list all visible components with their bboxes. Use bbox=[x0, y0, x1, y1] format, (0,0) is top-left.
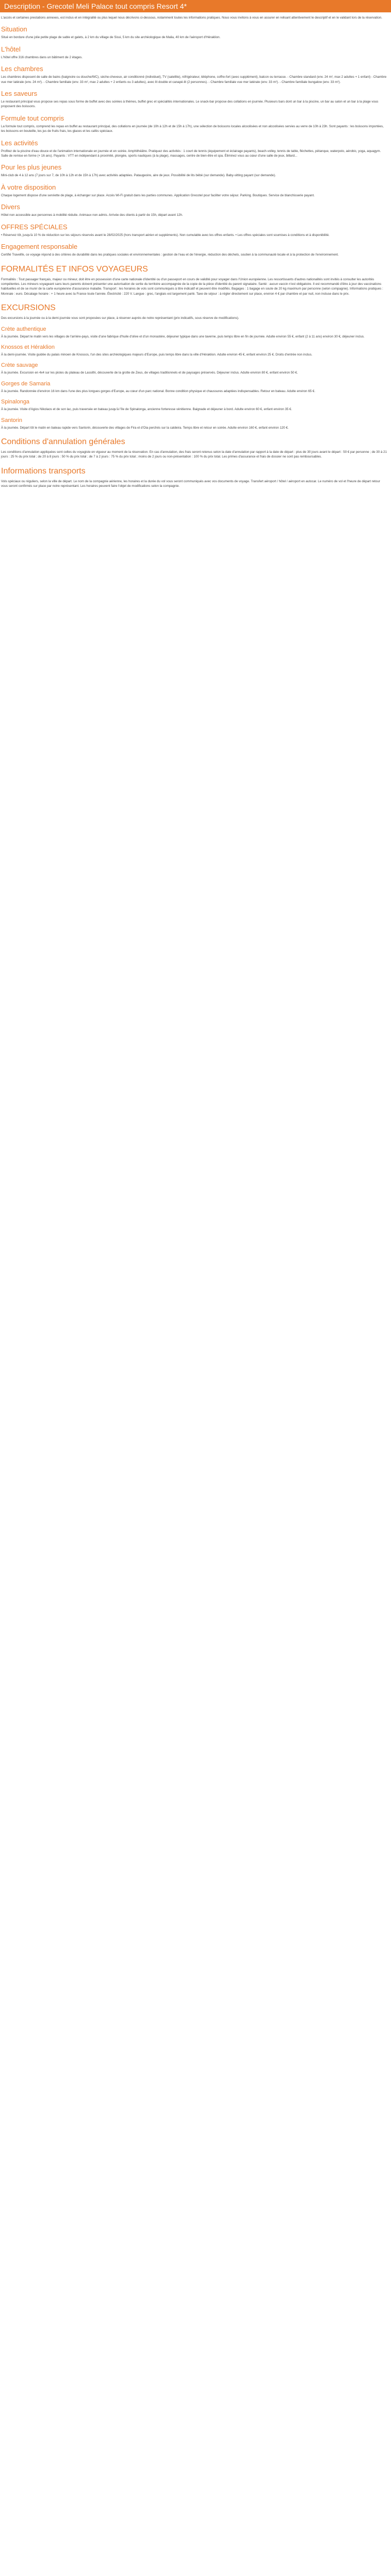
section-title: Formule tout compris bbox=[1, 114, 64, 122]
subsection-title: Santorin bbox=[1, 417, 22, 423]
section-title: Informations transports bbox=[1, 466, 86, 476]
subsection-title: Crète authentique bbox=[1, 326, 46, 332]
subsection-title: Knossos et Héraklion bbox=[1, 344, 55, 350]
description-content bbox=[0, 15, 391, 489]
section-text: Formalités : Tout passager français, majeur ou mineur, doit être en possession d'une carte nationale d'identité ou d'un passeport en cours de validité pour voyager dans l'Union européenne. Les ressortissants d'autres nationalités sont invités à consulter les autorités compétentes. Les mineurs voyageant sans leurs parents doivent présenter une autorisation de sortie du territoire accompagnée de la copie de la pièce d'identité du parent signataire. Santé : aucun vaccin n'est obligatoire. Il est recommandé d'être à jour des vaccinations habituelles et de se munir de la carte européenne d'assurance maladie. Transport : les horaires de vols sont communiqués à titre indicatif et peuvent être modifiés. Bagages : 1 bagage en soute de 20 kg maximum par personne (selon compagnie). Informations pratiques : Monnaie : euro. Décalage horaire : + 1 heure avec la France toute l'année. Électricité : 220 V. Langue : grec, l'anglais est largement parlé. Taxe de séjour : à régler directement sur place, environ 4 € par chambre et par nuit, non incluse dans le prix. bbox=[1, 277, 383, 296]
section-text: À la journée. Randonnée d'environ 16 km dans l'une des plus longues gorges d'Europe, au cœur d'un parc national. Bonne condition physique et chaussures adaptées indispensables. Retour en bateau. Adulte environ 65 €. bbox=[1, 389, 316, 393]
section-text: • Réservez tôt, jusqu'à 10 % de réduction sur les séjours réservés avant le 28/02/2025 (hors transport aérien et suppléments). Non cumulable avec les offres enfants. • Les offres spéciales sont soumises à conditions et à disponibilité. bbox=[1, 233, 330, 237]
subsection-title: Gorges de Samaria bbox=[1, 380, 51, 387]
section-text: Vols spéciaux ou réguliers, selon la ville de départ. Le nom de la compagnie aérienne, les horaires et la durée du vol vous seront communiqués avec vos documents de voyage. Transfert aéroport / hôtel / aéroport en autocar. Le numéro de vol et l'heure de départ retour vous seront confirmés sur place par notre représentant. Les horaires peuvent faire l'objet de modifications selon la compagnie. bbox=[1, 479, 380, 488]
section-text: À la journée. Excursion en 4x4 sur les pistes du plateau de Lassithi, découverte de la grotte de Zeus, de villages traditionnels et de paysages préservés. Déjeuner inclus. Adulte environ 80 €, enfant environ 50 €. bbox=[1, 371, 298, 375]
intro-paragraph: L'accès et certaines prestations annexes, est inclus et en intégralité ou plus lequel nous décrivons ci-dessous, notamment toutes les informations pratiques. Nous vous invitons à vous en assurer en relisant attentivement le descriptif et en le validant lors de la réservation. bbox=[1, 16, 382, 20]
section-text: À la demi-journée. Visite guidée du palais minoen de Knossos, l'un des sites archéologiques majeurs d'Europe, puis temps libre dans la ville d'Héraklion. Adulte environ 45 €, enfant environ 25 €. Droits d'entrée non inclus. bbox=[1, 352, 313, 357]
section-title: Pour les plus jeunes bbox=[1, 163, 62, 172]
subsection-title: Spinalonga bbox=[1, 399, 30, 405]
section-text: Les chambres disposent de salle de bains (baignoire ou douche/WC), sèche-cheveux, air conditionné (individuel), TV (satellite), réfrigérateur, téléphone, coffre-fort (avec supplément), balcon ou terrasse. - Chambre standard (env. 24 m², max 2 adultes + 1 enfant) - Chambre vue mer latérale (env. 24 m²). - Chambre familiale (env. 33 m², max 2 adultes + 2 enfants ou 3 adultes), avec lit double et canapé-lit (2 personnes). - Chambre familiale vue mer latérale (env. 33 m²). - Chambre familiale bungalow (env. 33 m²). bbox=[1, 75, 387, 84]
section-text: Certifié Travelife, ce voyage répond à des critères de durabilité dans les pratiques sociales et environnementales : gestion de l'eau et de l'énergie, réduction des déchets, soutien à la communauté locale et à la protection de l'environnement. bbox=[1, 253, 339, 257]
page bbox=[0, 0, 391, 489]
section-title: FORMALITÉS ET INFOS VOYAGEURS bbox=[1, 264, 148, 274]
section-text: L'hôtel offre 316 chambres dans un bâtiment de 2 étages. bbox=[1, 55, 83, 59]
section-text: À la journée. Départ le matin vers les villages de l'arrière-pays, visite d'une fabrique d'huile d'olive et d'un monastère, déjeuner typique dans une taverne, puis temps libre en fin de journée. Adulte environ 55 €, enfant (2 à 11 ans) environ 30 €, déjeuner inclus. bbox=[1, 334, 365, 338]
section-title: Divers bbox=[1, 203, 20, 211]
section-text: À la journée. Visite d'Agios Nikolaos et de son lac, puis traversée en bateau jusqu'à l'île de Spinalonga, ancienne forteresse vénitienne. Baignade et déjeuner à bord. Adulte environ 60 €, enfant environ 35 €. bbox=[1, 408, 292, 412]
section-text: Des excursions à la journée ou à la demi-journée vous sont proposées sur place, à réserver auprès de notre représentant (prix indicatifs, sous réserve de modifications). bbox=[1, 316, 239, 320]
section-title: À votre disposition bbox=[1, 183, 56, 191]
section-text: Profitez de la piscine d'eau douce et de l'animation internationale en journée et en soirée. Amphithéâtre. Pratiquez des activités : 1 court de tennis (équipement et éclairage payants), beach-volley, tennis de table, fléchettes, pétanque, waterpolo, aérobic, yoga, aquagym. Salle de remise en forme (+ 16 ans). Payants : VTT en indépendant à proximité, plongée, sports nautiques (à la plage), massages, centre de bien-être et spa. Éliminez vous au cœur d'une salle de jeux, billard... bbox=[1, 149, 381, 158]
section-text: Chaque logement dispose d'une serviette de plage, à échanger sur place. Accès Wi-Fi gratuit dans les parties communes. Application Grecotel pour faciliter votre séjour. Parking. Boutiques. Service de blanchisserie payant. bbox=[1, 193, 315, 197]
section-title: Les saveurs bbox=[1, 90, 38, 98]
section-title: L'hôtel bbox=[1, 45, 21, 53]
section-text: Les conditions d'annulation appliquées sont celles du voyagiste en vigueur au moment de la réservation. En cas d'annulation, des frais seront retenus selon la date d'annulation par rapport à la date de départ : plus de 30 jours avant le départ : 50 € par personne ; de 30 à 21 jours : 25 % du prix total ; de 20 à 8 jours : 50 % du prix total ; de 7 à 2 jours : 75 % du prix total ; moins de 2 jours ou non-présentation : 100 % du prix total. Les primes d'assurance et frais de dossier ne sont pas remboursables. bbox=[1, 450, 387, 459]
section-title: Engagement responsable bbox=[1, 243, 78, 251]
subsection-title: Crète sauvage bbox=[1, 362, 38, 369]
section-title: Les activités bbox=[1, 139, 38, 147]
page-title: Description - Grecotel Meli Palace tout compris Resort 4* bbox=[0, 0, 391, 12]
section-title: Situation bbox=[1, 25, 27, 33]
section-text: La formule tout compris, comprend les repas en buffet au restaurant principal, des collations en journée (de 10h à 12h et de 15h à 17h), une sélection de boissons locales alcoolisées et non alcoolisées servies au verre de 10h à 23h. Sont payants : les boissons importées, les boissons en bouteille, les jus de fruits frais, les glaces et les cafés spéciaux. bbox=[1, 124, 384, 133]
section-title: Conditions d'annulation générales bbox=[1, 437, 125, 446]
section-text: Mini-club de 4 à 12 ans (7 jours sur 7, de 10h à 12h et de 15h à 17h) avec activités adaptées. Pataugeoire, aire de jeux. Possibilité de lits bébé (sur demande). Baby-sitting payant (sur demande). bbox=[1, 174, 276, 178]
section-title: OFFRES SPÉCIALES bbox=[1, 223, 68, 231]
sections-list bbox=[1, 25, 387, 488]
section-text: Le restaurant principal vous propose ses repas sous forme de buffet avec des soirées à thèmes, buffet grec et spécialités internationales. Le snack-bar propose des collations en journée. Plusieurs bars dont un bar à la piscine, un bar au salon et un bar à la plage vous proposent des boissons. bbox=[1, 100, 379, 109]
section-text: Situé en bordure d'une jolie petite plage de sable et galets, à 2 km du village de Sissi, 5 km du site archéologique de Malia, 40 km de l'aéroport d'Héraklion. bbox=[1, 36, 221, 40]
section-text: Hôtel non accessible aux personnes à mobilité réduite. Animaux non admis. Arrivée des clients à partir de 15h, départ avant 12h. bbox=[1, 213, 183, 217]
section-title: Les chambres bbox=[1, 65, 43, 73]
section-title: EXCURSIONS bbox=[1, 303, 56, 313]
section-text: À la journée. Départ tôt le matin en bateau rapide vers Santorin, découverte des villages de Fira et d'Oia perchés sur la caldeira. Temps libre et retour en soirée. Adulte environ 160 €, enfant environ 120 €. bbox=[1, 426, 289, 430]
